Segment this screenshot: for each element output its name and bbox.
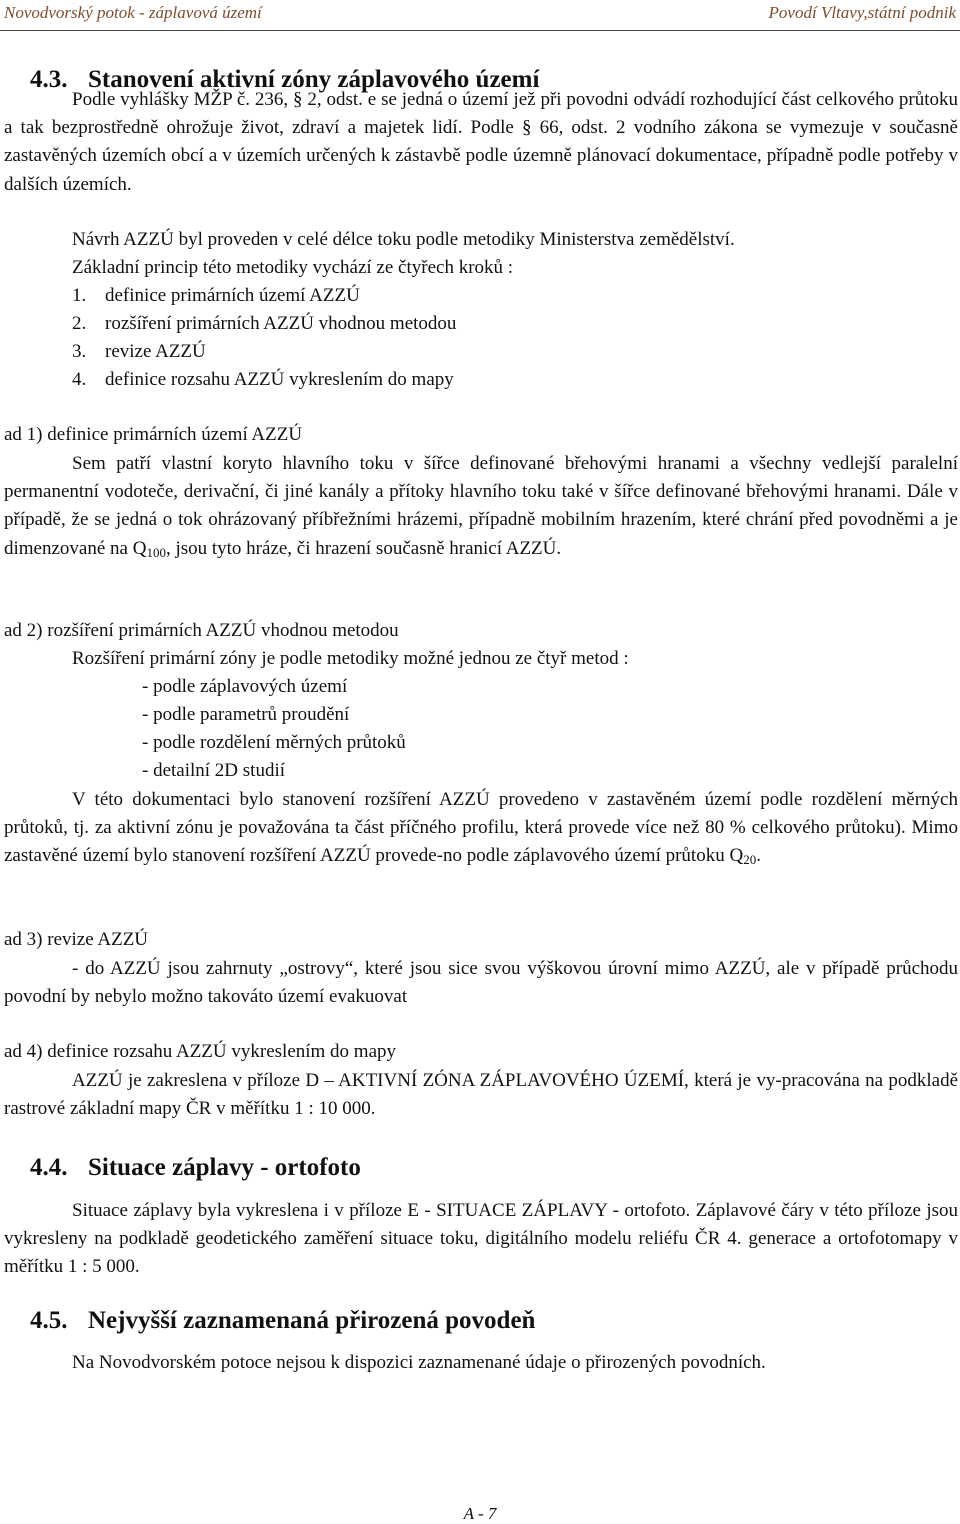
section-heading-4-4 [30, 1154, 361, 1182]
section-number: 4.4. [30, 1154, 68, 1181]
section-number: 4.3. [30, 66, 68, 93]
method-item: - podle záplavových území [142, 676, 348, 697]
ad1-title: ad 1) definice primárních území AZZÚ [4, 424, 303, 445]
header-right: Povodí Vltavy,státní podnik [768, 3, 956, 22]
ad3-title: ad 3) revize AZZÚ [4, 929, 149, 950]
section-4-5-text: Na Novodvorském potoce nejsou k dispozici zaznamenané údaje o přirozených povodních. [72, 1352, 766, 1373]
page-number: A - 7 [463, 1504, 497, 1523]
ad1-text: Sem patří vlastní koryto hlavního toku v šířce definované břehovými hranami a všechny vedlejší paralelní permanentní vodoteče, derivační, či jiné kanály a přítoky hlavního toku také v šířce definované břehovými hranami. Dále v případě, že se jedná o tok ohrázovaný příbřežními hrázemi, případně mobilním hrazením, které chrání před povodněmi a je dimenzované na $Q_{100}$, jsou tyto hráze, či hrazení současně hranicí AZZÚ. [4, 453, 958, 560]
section-title: Situace záplavy - ortofoto [88, 1154, 361, 1181]
ad3-text: - do AZZÚ jsou zahrnuty „ostrovy“, které jsou sice svou výškovou úrovní mimo AZZÚ, ale v případě průchodu povodní by nebylo možno takováto území evakuovat [4, 958, 958, 1008]
paragraph-decree: Podle vyhlášky MŽP č. 236, § 2, odst. e se jedná o území jež při povodni odvádí rozhodující část celkového průtoku a tak bezprostředně ohrožuje život, zdraví a majetek lidí. Podle § 66, odst. 2 vodního zákona se vymezuje v současně zastavěných územích obcí a v územích určených k zástavbě podle územně plánovací dokumentace, případně podle potřeby v dalších územích. [4, 89, 958, 195]
paragraph-proposal: Návrh AZZÚ byl proveden v celé délce toku podle metodiky Ministerstva zemědělství. [72, 229, 735, 250]
steps-list [72, 282, 456, 394]
ad4-text: AZZÚ je zakreslena v příloze D – AKTIVNÍ ZÓNA ZÁPLAVOVÉHO ÚZEMÍ, která je vy-pracována na podkladě rastrové základní mapy ČR v měřítku 1 : 10 000. [4, 1070, 958, 1120]
ad2-text: V této dokumentaci bylo stanovení rozšíření AZZÚ provedeno v zastavěném území podle rozdělení měrných průtoků, tj. za aktivní zónu je považována ta část příčného profilu, která provede více než 80 % celkového průtoku). Mimo zastavěné území bylo stanovení rozšíření AZZÚ provede-no podle záplavového území průtoku $Q_{20}$. [4, 789, 958, 868]
section-number: 4.5. [30, 1307, 68, 1334]
header-left: Novodvorský potok - záplavová území [4, 3, 262, 22]
method-item: - detailní 2D studií [142, 760, 286, 781]
list-item: 3. revize AZZÚ [72, 341, 206, 362]
paragraph-principle: Základní princip této metodiky vychází ze čtyřech kroků : [72, 257, 514, 278]
ad4-title: ad 4) definice rozsahu AZZÚ vykreslením do mapy [4, 1041, 397, 1062]
section-4-4-text: Situace záplavy byla vykreslena i v příloze E - SITUACE ZÁPLAVY - ortofoto. Záplavové čáry v této příloze jsou vykresleny na podkladě geodetického zaměření situace toku, digitálního modelu reliéfu ČR 4. generace a ortofotomapy v měřítku 1 : 5 000. [4, 1200, 958, 1278]
page-header [0, 0, 960, 31]
list-item: 1. definice primárních území AZZÚ [72, 285, 360, 306]
section-heading-4-5 [30, 1307, 535, 1335]
list-item: 4. definice rozsahu AZZÚ vykreslením do mapy [72, 369, 454, 390]
section-title: Nejvyšší zaznamenaná přirozená povodeň [88, 1307, 536, 1334]
ad2-intro: Rozšíření primární zóny je podle metodiky možné jednou ze čtyř metod : [72, 648, 629, 669]
ad2-title: ad 2) rozšíření primárních AZZÚ vhodnou metodou [4, 620, 399, 641]
method-item: - podle rozdělení měrných průtoků [142, 732, 406, 753]
method-item: - podle parametrů proudění [142, 704, 350, 725]
section-title: Stanovení aktivní zóny záplavového území [88, 66, 540, 93]
list-item: 2. rozšíření primárních AZZÚ vhodnou metodou [72, 313, 457, 334]
